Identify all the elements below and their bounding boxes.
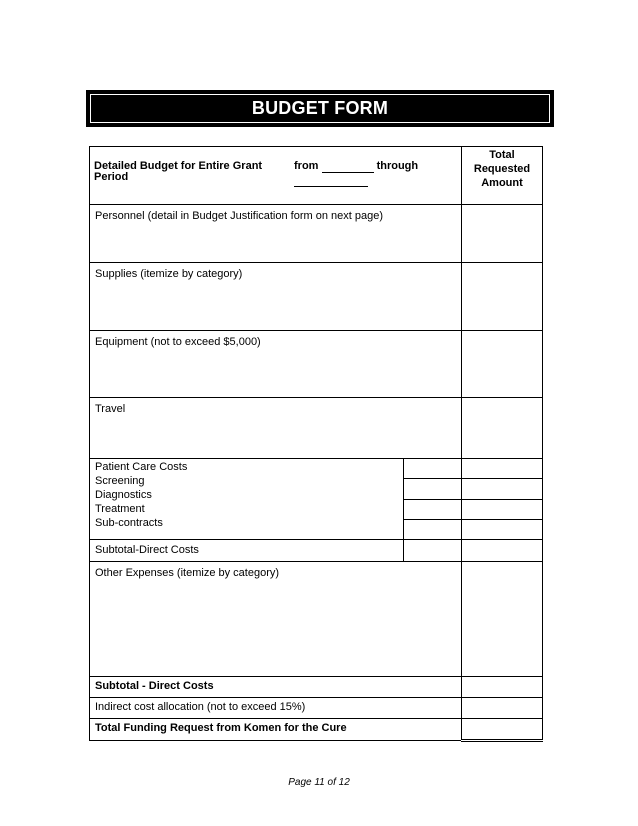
- through-label: through: [376, 160, 419, 172]
- personnel-label: Personnel (detail in Budget Justification form on next page): [95, 210, 383, 222]
- treatment-label: Treatment: [95, 503, 145, 515]
- equipment-row: [90, 331, 543, 398]
- subtotal-direct-bold-amount[interactable]: [462, 677, 543, 698]
- page-title: BUDGET FORM: [251, 98, 389, 118]
- travel-row: [90, 398, 543, 459]
- header-description: [94, 161, 284, 187]
- supplies-amount[interactable]: [462, 263, 543, 331]
- from-date-blank[interactable]: [322, 161, 374, 173]
- patient-care-row-1: [90, 459, 543, 479]
- treatment-amount[interactable]: [462, 500, 543, 520]
- subcontracts-label: Sub-contracts: [95, 517, 163, 529]
- total-funding-row: [90, 719, 543, 741]
- equipment-amount[interactable]: [462, 331, 543, 398]
- total-funding-label: Total Funding Request from Komen for the Cure: [95, 722, 347, 734]
- personnel-row: [90, 205, 543, 263]
- screening-amount[interactable]: [462, 459, 543, 479]
- indirect-amount[interactable]: [462, 698, 543, 719]
- header-description-line1: Detailed Budget for Entire Grant: [94, 160, 263, 172]
- other-expenses-row: [90, 562, 543, 677]
- grant-period: [294, 161, 429, 187]
- subcontracts-amount[interactable]: [462, 520, 543, 540]
- subtotal-direct-bold-row: [90, 677, 543, 698]
- budget-table: [89, 146, 543, 742]
- total-funding-amount[interactable]: [462, 719, 543, 741]
- title-banner-inner: [90, 94, 550, 123]
- other-expenses-amount[interactable]: [462, 562, 543, 677]
- subtotal-direct-plain-amount[interactable]: [462, 540, 543, 562]
- title-banner: [86, 90, 554, 127]
- header-row: [90, 147, 543, 205]
- page-number: Page 11 of 12: [288, 777, 350, 788]
- through-date-blank[interactable]: [294, 175, 368, 187]
- screening-subamount[interactable]: [404, 459, 462, 479]
- supplies-label: Supplies (itemize by category): [95, 268, 243, 280]
- header-description-cell: [90, 147, 462, 205]
- diagnostics-subamount[interactable]: [404, 479, 462, 500]
- header-total-line2: Requested: [473, 163, 531, 175]
- screening-label: Screening: [95, 475, 145, 487]
- subtotal-direct-plain-subamount[interactable]: [404, 540, 462, 562]
- subtotal-direct-plain-label: Subtotal-Direct Costs: [95, 544, 199, 556]
- header-total-line1: Total: [489, 149, 515, 161]
- from-label: from: [294, 160, 319, 172]
- header-total-line3: Amount: [481, 177, 523, 189]
- patient-care-label: Patient Care Costs: [95, 461, 188, 473]
- equipment-label: Equipment (not to exceed $5,000): [95, 336, 261, 348]
- other-expenses-label: Other Expenses (itemize by category): [95, 567, 280, 579]
- diagnostics-label: Diagnostics: [95, 489, 152, 501]
- header-description-line2: Period: [94, 171, 129, 183]
- subtotal-direct-bold-label: Subtotal - Direct Costs: [95, 680, 214, 692]
- treatment-subamount[interactable]: [404, 500, 462, 520]
- travel-amount[interactable]: [462, 398, 543, 459]
- personnel-amount[interactable]: [462, 205, 543, 263]
- header-total-cell: [462, 147, 543, 205]
- subcontracts-subamount[interactable]: [404, 520, 462, 540]
- diagnostics-amount[interactable]: [462, 479, 543, 500]
- travel-label: Travel: [95, 403, 126, 415]
- indirect-label: Indirect cost allocation (not to exceed 15%): [95, 701, 306, 713]
- indirect-row: [90, 698, 543, 719]
- supplies-row: [90, 263, 543, 331]
- patient-care-label-cell: [90, 459, 404, 540]
- subtotal-direct-plain-row: [90, 540, 543, 562]
